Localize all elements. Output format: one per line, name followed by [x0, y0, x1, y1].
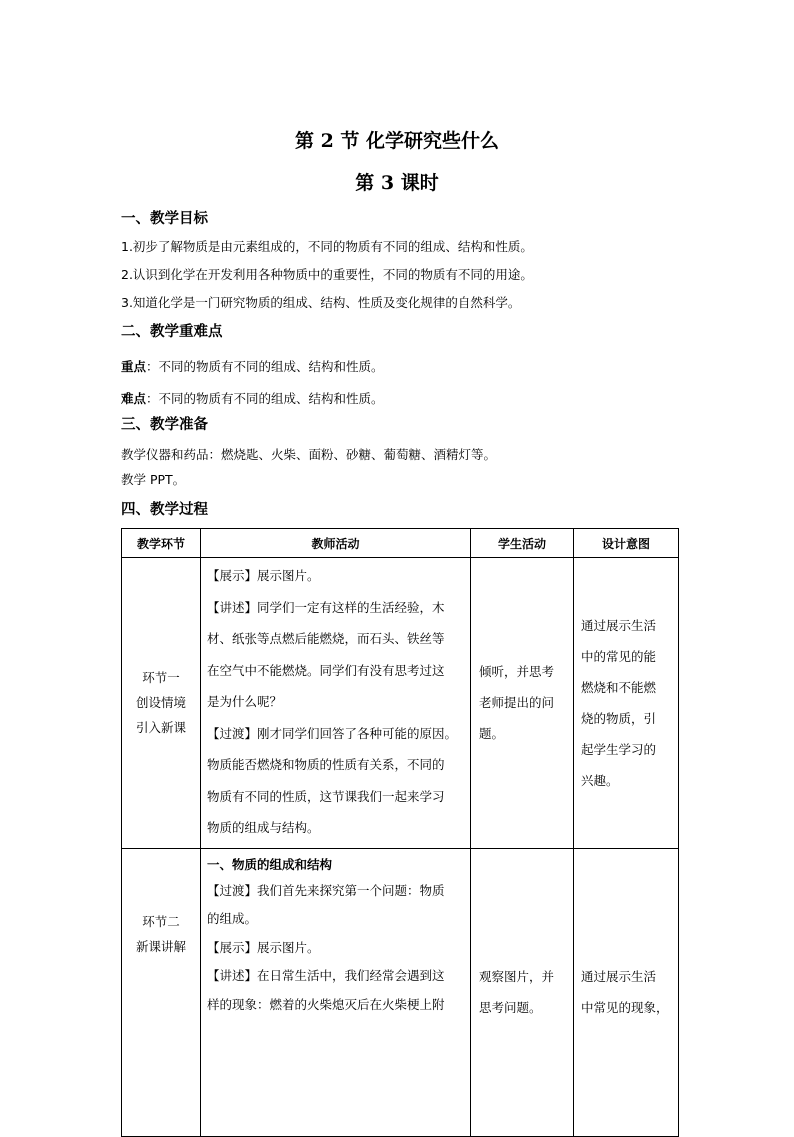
teacher-line: 【过渡】刚才同学们回答了各种可能的原因。 [207, 725, 458, 741]
teacher-line: 物质有不同的性质，这节课我们一起来学习 [207, 788, 445, 804]
teacher-activity-cell [201, 848, 471, 1136]
student-line: 老师提出的问 [479, 695, 555, 711]
stage-line: 引入新课 [135, 720, 186, 736]
col-header-stage: 教学环节 [122, 529, 201, 558]
preparation-line-2: 教学 PPT。 [121, 472, 186, 487]
intent-line: 燃烧和不能燃 [581, 679, 657, 695]
goal-item-2: 2.认识到化学在开发利用各种物质中的重要性，不同的物质有不同的用途。 [121, 267, 533, 282]
goal-item-3: 3.知道化学是一门研究物质的组成、结构、性质及变化规律的自然科学。 [121, 295, 521, 310]
key-point-text: ：不同的物质有不同的组成、结构和性质。 [146, 359, 384, 374]
teacher-line: 样的现象：燃着的火柴熄灭后在火柴梗上附 [207, 996, 445, 1012]
section-heading-keypoints: 二、教学重难点 [121, 324, 223, 340]
stage-line: 环节二 [142, 913, 180, 929]
page-subtitle: 第 3 课时 [355, 172, 439, 194]
section-heading-preparation: 三、教学准备 [121, 417, 208, 433]
stage-cell [122, 558, 201, 849]
intent-line: 兴趣。 [581, 772, 619, 788]
teacher-line: 【讲述】在日常生活中，我们经常会遇到这 [207, 968, 445, 983]
teacher-line: 【展示】展示图片。 [207, 939, 320, 955]
student-line: 倾听，并思考 [479, 664, 555, 680]
intent-line: 中的常见的能 [581, 648, 657, 664]
table-row [122, 558, 679, 849]
student-activity-cell [471, 848, 574, 1136]
teacher-line: 是为什么呢？ [207, 694, 283, 709]
teacher-line: 材、纸张等点燃后能燃烧，而石头、铁丝等 [207, 631, 445, 646]
stage-line: 新课讲解 [135, 938, 186, 954]
intent-line: 通过展示生活 [581, 617, 657, 633]
teacher-line: 物质能否燃烧和物质的性质有关系，不同的 [207, 757, 445, 772]
intent-line: 烧的物质，引 [581, 710, 657, 726]
teacher-line: 【展示】展示图片。 [207, 568, 320, 583]
col-header-intent: 设计意图 [574, 529, 679, 558]
page-title: 第 2 节 化学研究些什么 [294, 130, 500, 152]
section-heading-process: 四、教学过程 [121, 502, 208, 518]
teacher-subheading: 一、物质的组成和结构 [207, 856, 333, 872]
preparation-line-1: 教学仪器和药品：燃烧匙、火柴、面粉、砂糖、葡萄糖、酒精灯等。 [121, 447, 497, 462]
student-line: 观察图片，并 [479, 968, 555, 984]
intent-line: 通过展示生活 [581, 968, 657, 984]
col-header-teacher: 教师活动 [201, 529, 471, 558]
teacher-line: 【过渡】我们首先来探究第一个问题：物质 [207, 882, 445, 898]
design-intent-cell [574, 848, 679, 1136]
table-row [122, 848, 679, 1136]
intent-line: 起学生学习的 [581, 741, 657, 757]
process-table [121, 528, 679, 1137]
goal-item-1: 1.初步了解物质是由元素组成的，不同的物质有不同的组成、结构和性质。 [121, 239, 533, 254]
teacher-line: 在空气中不能燃烧。同学们有没有思考过这 [207, 662, 445, 678]
teacher-line: 【讲述】同学们一定有这样的生活经验，木 [207, 599, 445, 615]
design-intent-cell [574, 558, 679, 849]
stage-line: 创设情境 [135, 695, 186, 711]
difficult-point-label: 难点 [121, 391, 147, 406]
difficult-point [121, 389, 384, 407]
difficult-point-text: ：不同的物质有不同的组成、结构和性质。 [146, 391, 384, 406]
teacher-line: 的组成。 [207, 911, 258, 926]
col-header-student: 学生活动 [471, 529, 574, 558]
student-line: 题。 [479, 726, 505, 742]
stage-cell [122, 848, 201, 1136]
intent-line: 中常见的现象， [581, 999, 669, 1015]
teacher-line: 物质的组成与结构。 [207, 820, 320, 835]
section-heading-goals: 一、教学目标 [121, 211, 208, 227]
key-point-label: 重点 [121, 359, 147, 374]
stage-line: 环节一 [142, 670, 180, 686]
student-line: 思考问题。 [479, 999, 542, 1015]
student-activity-cell [471, 558, 574, 849]
teacher-activity-cell [201, 558, 471, 849]
key-point [121, 357, 384, 375]
table-header-row [122, 529, 679, 558]
